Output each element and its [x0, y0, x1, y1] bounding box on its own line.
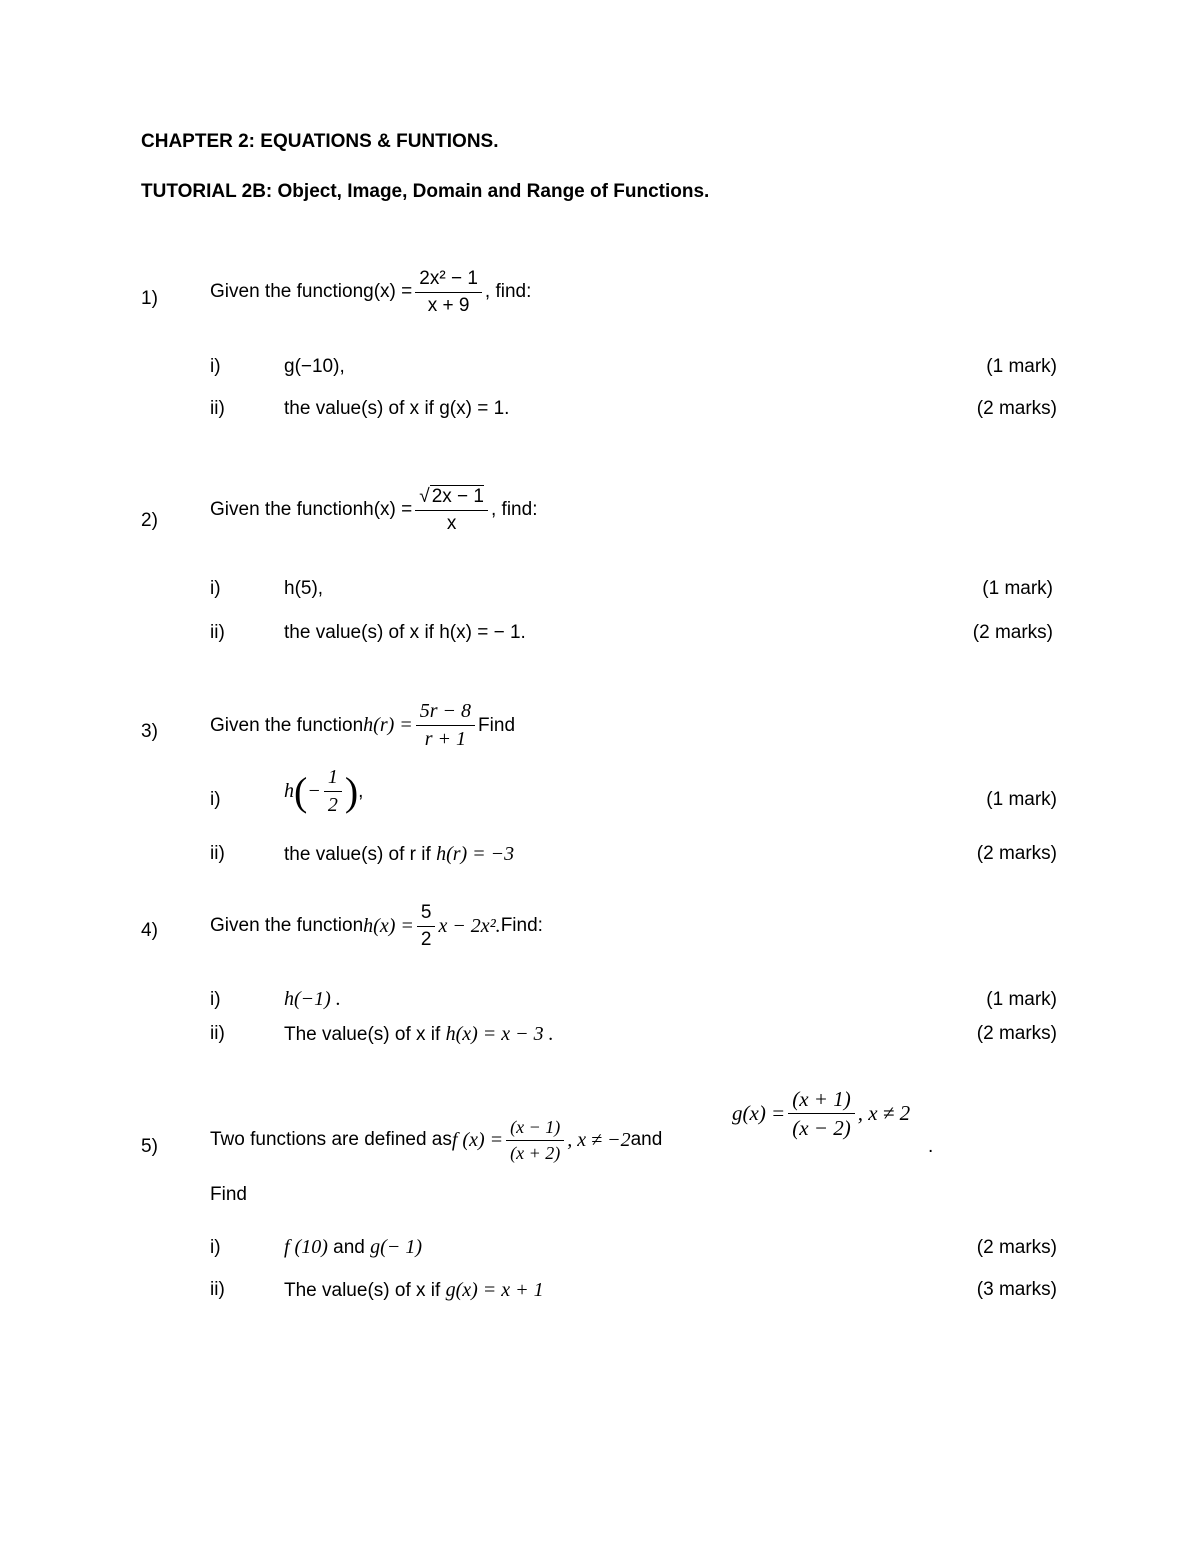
question-4-tail: Find:	[500, 915, 543, 937]
q3-part-i-expression	[284, 766, 363, 817]
q4-part-ii-math: h(x) = x − 3 .	[445, 1023, 554, 1045]
q4-part-i-marks: (1 mark)	[986, 989, 1057, 1010]
q1-part-i-label: i)	[210, 356, 221, 377]
question-3-fraction	[416, 700, 475, 751]
q4-part-ii-text	[284, 1023, 554, 1046]
q5-part-ii-words: The value(s) of x if	[284, 1280, 446, 1301]
question-1-fn: g(x) =	[363, 281, 413, 303]
f-denominator: (x + 2)	[510, 1142, 561, 1163]
q3-part-ii-text	[284, 843, 514, 866]
q2-part-i-label: i)	[210, 578, 221, 599]
q5-part-ii-label: ii)	[210, 1279, 225, 1300]
q1-part-i-marks: (1 mark)	[986, 356, 1057, 377]
q5-part-i-text	[284, 1236, 422, 1259]
q5-part-ii-marks: (3 marks)	[976, 1279, 1057, 1300]
q1-part-ii-label: ii)	[210, 398, 225, 419]
close-paren: )	[344, 768, 359, 814]
question-2-fraction	[415, 486, 488, 535]
q3-part-ii-label: ii)	[210, 843, 225, 864]
question-1-fraction	[415, 268, 482, 317]
q3-part-i-marks: (1 mark)	[986, 789, 1057, 810]
q2-part-i-marks: (1 mark)	[982, 578, 1053, 599]
q2-part-i-text: h(5),	[284, 578, 324, 599]
g-function-definition	[732, 1087, 910, 1140]
q2-part-ii-marks: (2 marks)	[972, 622, 1053, 643]
question-4-fraction	[417, 902, 436, 951]
q3-part-i-tail: ,	[358, 780, 364, 802]
question-1-stem	[210, 268, 531, 317]
q4-part-ii-words: The value(s) of x if	[284, 1024, 446, 1045]
question-2-denominator: x	[446, 512, 457, 534]
question-2-lead: Given the function	[210, 499, 364, 521]
g-numerator: (x + 1)	[788, 1087, 854, 1114]
q4-part-i-label: i)	[210, 989, 221, 1010]
question-2-fn: h(x) =	[363, 499, 413, 521]
q5-part-ii-math: g(x) = x + 1	[445, 1279, 544, 1301]
question-3-stem	[210, 700, 515, 751]
q5-part-ii-text	[284, 1279, 544, 1302]
question-2-number: 2)	[141, 510, 158, 531]
question-5-lead: Two functions are defined as	[210, 1129, 452, 1151]
f-function-name: f (x) =	[451, 1128, 504, 1151]
q3-part-i-label: i)	[210, 789, 221, 810]
q3-part-i-sign: −	[307, 780, 321, 802]
q2-part-ii-label: ii)	[210, 622, 225, 643]
question-3-number: 3)	[141, 721, 158, 742]
f-function-fraction	[506, 1117, 564, 1163]
question-5-and: and	[630, 1129, 663, 1151]
question-4-denominator: 2	[420, 928, 432, 950]
q4-part-ii-marks: (2 marks)	[976, 1023, 1057, 1044]
q5-part-i-math1: f (10)	[284, 1236, 328, 1258]
g-function-fraction	[788, 1087, 854, 1140]
q1-part-i-text: g(−10),	[284, 356, 345, 377]
question-4-stem	[210, 902, 543, 951]
question-2-tail: , find:	[491, 499, 538, 521]
question-1-number: 1)	[141, 288, 158, 309]
question-1-denominator: x + 9	[427, 294, 470, 316]
q1-part-ii-marks: (2 marks)	[976, 398, 1057, 419]
g-denominator: (x − 2)	[792, 1116, 851, 1141]
q5-part-i-label: i)	[210, 1237, 221, 1258]
question-4-lead: Given the function	[210, 915, 364, 937]
question-3-lead: Given the function	[210, 714, 364, 736]
question-5-find: Find	[210, 1184, 247, 1205]
question-3-denominator: r + 1	[424, 728, 467, 750]
q3-part-i-numerator: 1	[324, 766, 342, 792]
question-5-number: 5)	[141, 1136, 158, 1157]
q3-part-i-fraction	[324, 766, 342, 817]
q5-part-i-marks: (2 marks)	[976, 1237, 1057, 1258]
question-1-numerator: 2x² − 1	[415, 268, 482, 293]
question-3-fn: h(r) =	[363, 714, 413, 736]
q3-part-ii-math: h(r) = −3	[436, 843, 515, 865]
q5-part-i-math2: g(− 1)	[370, 1236, 422, 1258]
q3-part-i-denominator: 2	[327, 794, 338, 816]
question-4-rest: x − 2x².	[438, 914, 501, 937]
q3-part-i-fn: h	[284, 780, 294, 802]
q1-part-ii-text: the value(s) of x if g(x) = 1.	[284, 398, 510, 419]
g-condition: , x ≠ 2	[857, 1101, 911, 1126]
question-2-numerator: 2x − 1	[431, 486, 484, 507]
question-2-stem	[210, 486, 537, 535]
question-3-numerator: 5r − 8	[416, 700, 475, 726]
radical-sign: √	[419, 486, 430, 507]
open-paren: (	[294, 768, 308, 814]
question-1-tail: , find:	[484, 281, 532, 303]
g-definition-period: .	[928, 1136, 934, 1157]
q2-part-ii-text: the value(s) of x if h(x) = − 1.	[284, 622, 526, 643]
question-4-fn: h(x) =	[363, 914, 414, 937]
question-4-number: 4)	[141, 920, 158, 941]
q5-part-i-mid: and	[327, 1237, 371, 1258]
question-2-numerator-wrap	[415, 486, 488, 511]
question-5-stem	[210, 1117, 662, 1163]
q4-part-i-math: h(−1) .	[284, 988, 341, 1010]
question-1-lead: Given the function	[210, 281, 364, 303]
f-numerator: (x − 1)	[506, 1117, 564, 1141]
chapter-title: CHAPTER 2: EQUATIONS & FUNTIONS.	[141, 131, 499, 152]
question-3-tail: Find	[478, 714, 516, 736]
q4-part-ii-label: ii)	[210, 1023, 225, 1044]
f-condition: , x ≠ −2	[567, 1128, 631, 1151]
q3-part-ii-words: the value(s) of r if	[284, 844, 437, 865]
question-4-numerator: 5	[417, 902, 436, 927]
g-function-name: g(x) =	[732, 1101, 786, 1126]
q3-part-ii-marks: (2 marks)	[976, 843, 1057, 864]
tutorial-title: TUTORIAL 2B: Object, Image, Domain and Range of Functions.	[141, 181, 710, 202]
